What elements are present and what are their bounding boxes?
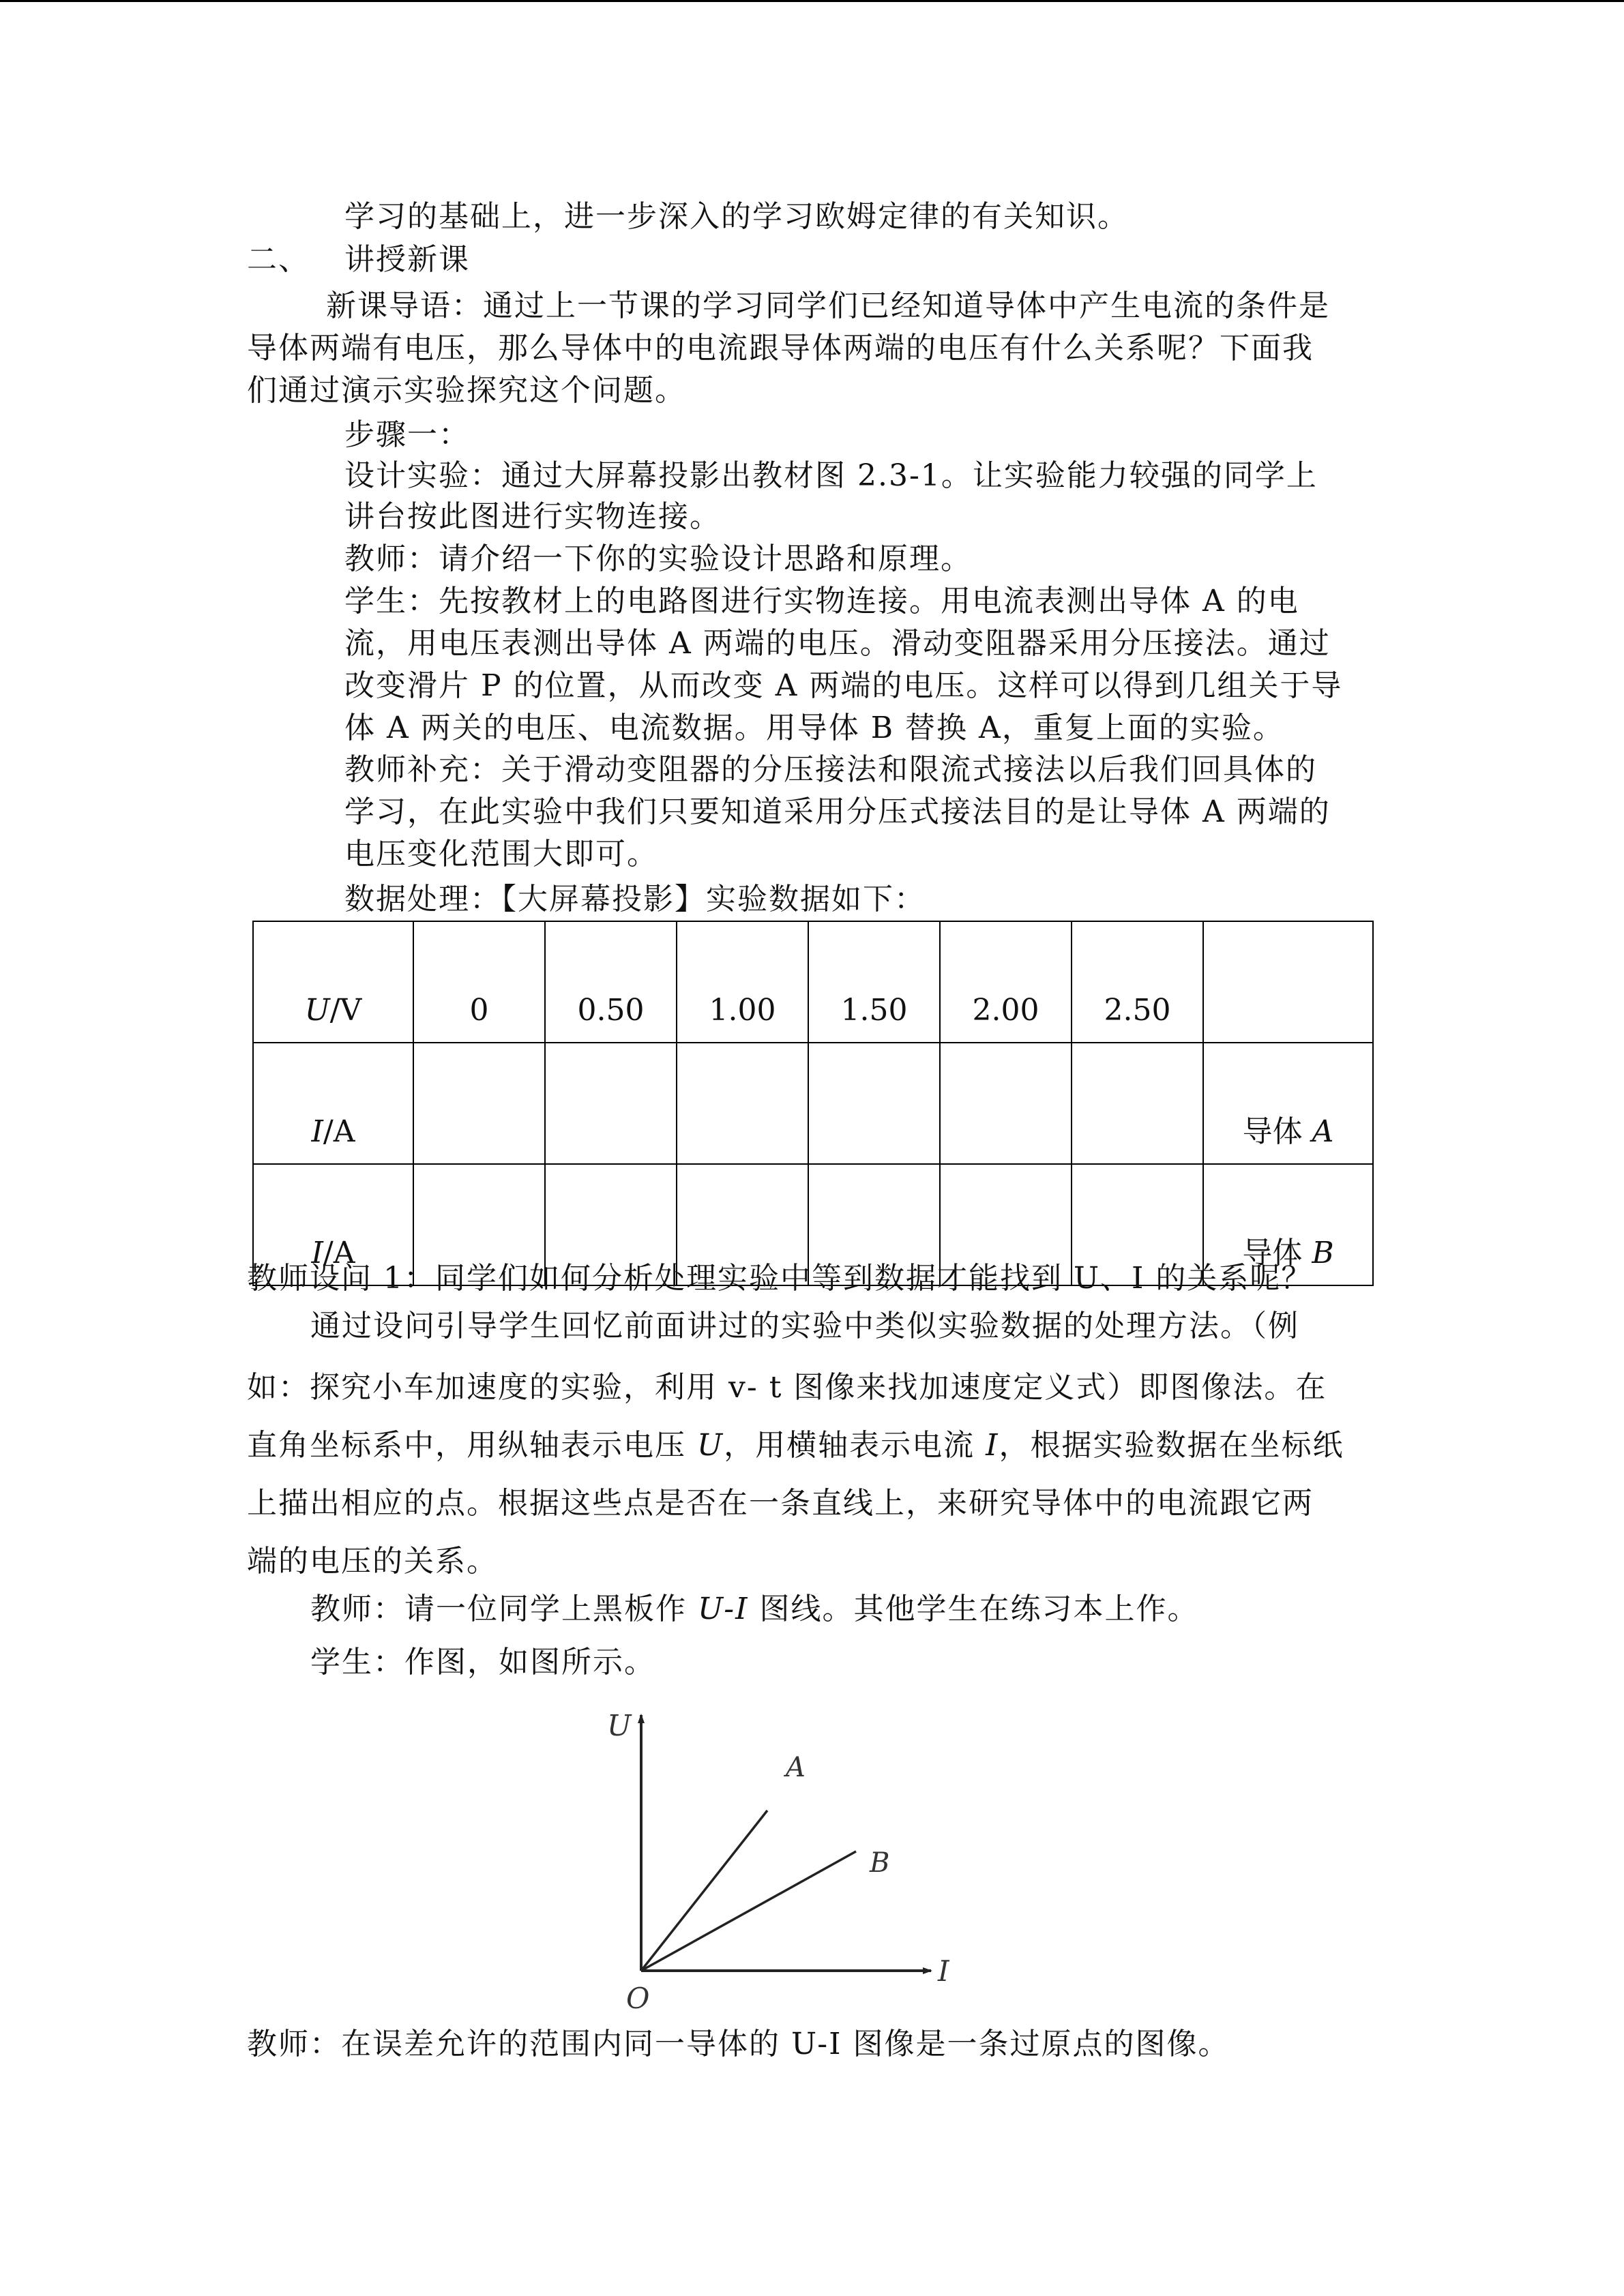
table-row-current-a (253, 1043, 1373, 1164)
text-run: 教师：请一位同学上黑板作 (310, 1592, 698, 1626)
table-cell (1072, 1043, 1203, 1164)
paragraph-intro-end: 学习的基础上，进一步深入的学习欧姆定律的有关知识。 (344, 199, 1129, 234)
y-axis-label: U (607, 1709, 632, 1742)
text-run: ，用横轴表示电流 (724, 1428, 986, 1463)
line-a-label: A (786, 1752, 806, 1783)
symbol-u-i: U-I (698, 1592, 749, 1626)
paragraph-method-3 (247, 1425, 1344, 1466)
table-cell: 0 (413, 921, 545, 1043)
voltage-symbol: U (304, 993, 330, 1028)
table-cell (677, 1043, 808, 1164)
symbol-i: I (986, 1428, 999, 1463)
table-cell (1203, 921, 1373, 1043)
paragraph-lead-in-3: 们通过演示实验探究这个问题。 (247, 373, 686, 408)
current-symbol: I (311, 1236, 323, 1270)
origin-label: O (626, 1982, 650, 2015)
paragraph-teacher-graph (310, 1589, 1199, 1630)
paragraph-lead-in-2: 导体两端有电压，那么导体中的电流跟导体两端的电压有什么关系呢？下面我 (247, 331, 1314, 366)
line-b (641, 1851, 856, 1971)
u-i-graph-figure (593, 1698, 962, 2018)
paragraph-student-1: 学生：先按教材上的电路图进行实物连接。用电流表测出导体 A 的电 (344, 584, 1299, 618)
experiment-data-table (252, 921, 1374, 1286)
paragraph-student-2: 流，用电压表测出导体 A 两端的电压。滑动变阻器采用分压接法。通过 (344, 626, 1331, 661)
section-number: 二、 (247, 242, 310, 277)
paragraph-method-2: 如：探究小车加速度的实验，利用 v- t 图像来找加速度定义式）即图像法。在 (247, 1370, 1327, 1405)
conductor-label-text: 导体 (1242, 1114, 1312, 1149)
paragraph-teacher-note-3: 电压变化范围大即可。 (344, 837, 658, 871)
table-header-current (253, 1043, 413, 1164)
paragraph-method-1: 通过设问引导学生回忆前面讲过的实验中类似实验数据的处理方法。（例 (310, 1309, 1299, 1343)
line-a (641, 1810, 767, 1971)
conductor-label-text: 导体 (1242, 1236, 1312, 1270)
conductor-label-symbol: B (1312, 1236, 1334, 1270)
table-cell: 0.50 (545, 921, 677, 1043)
current-unit: /A (323, 1236, 355, 1270)
step-heading: 步骤一： (344, 417, 470, 452)
paragraph-method-4: 上描出相应的点。根据这些点是否在一条直线上，来研究导体中的电流跟它两 (247, 1486, 1314, 1521)
table-cell: 2.00 (940, 921, 1072, 1043)
paragraph-design-2: 讲台按此图进行实物连接。 (344, 499, 721, 534)
symbol-u: U (697, 1428, 724, 1463)
current-symbol: I (311, 1114, 323, 1149)
paragraph-teacher-note-2: 学习，在此实验中我们只要知道采用分压式接法目的是让导体 A 两端的 (344, 794, 1331, 829)
line-b-label: B (870, 1847, 890, 1879)
table-cell (808, 1043, 940, 1164)
section-heading: 讲授新课 (344, 242, 470, 277)
x-axis-label: I (938, 1954, 949, 1988)
paragraph-teacher-note-1: 教师补充：关于滑动变阻器的分压接法和限流式接法以后我们回具体的 (344, 752, 1317, 787)
page-top-border (0, 0, 1624, 2)
table-cell: 1.00 (677, 921, 808, 1043)
conductor-a-label (1203, 1043, 1373, 1164)
voltage-unit: /V (329, 993, 362, 1028)
paragraph-method-5: 端的电压的关系。 (247, 1544, 498, 1579)
conductor-label-symbol: A (1312, 1114, 1334, 1149)
paragraph-conclusion: 教师：在误差允许的范围内同一导体的 U-I 图像是一条过原点的图像。 (247, 2027, 1230, 2061)
current-unit: /A (323, 1114, 355, 1149)
table-cell: 2.50 (1072, 921, 1203, 1043)
paragraph-student-graph: 学生：作图，如图所示。 (310, 1645, 655, 1680)
text-run: 图线。其他学生在练习本上作。 (748, 1592, 1199, 1626)
table-row-voltage (253, 921, 1373, 1043)
table-cell (413, 1043, 545, 1164)
paragraph-lead-in-1: 新课导语：通过上一节课的学习同学们已经知道导体中产生电流的条件是 (326, 288, 1330, 323)
table-cell (545, 1043, 677, 1164)
paragraph-student-4: 体 A 两关的电压、电流数据。用导体 B 替换 A，重复上面的实验。 (344, 711, 1284, 745)
table-cell (940, 1043, 1072, 1164)
paragraph-design-1: 设计实验：通过大屏幕投影出教材图 2.3-1。让实验能力较强的同学上 (344, 458, 1318, 493)
paragraph-student-3: 改变滑片 P 的位置，从而改变 A 两端的电压。这样可以得到几组关于导 (344, 668, 1343, 703)
paragraph-data-processing: 数据处理：【大屏幕投影】实验数据如下： (344, 882, 926, 916)
table-cell: 1.50 (808, 921, 940, 1043)
paragraph-teacher-question: 教师设问 1：同学们如何分析处理实验中等到数据才能找到 U、I 的关系呢？ (247, 1261, 1313, 1296)
text-run: ，根据实验数据在坐标纸 (999, 1428, 1344, 1463)
paragraph-teacher-ask: 教师：请介绍一下你的实验设计思路和原理。 (344, 541, 972, 576)
table-header-voltage (253, 921, 413, 1043)
text-run: 直角坐标系中，用纵轴表示电压 (247, 1428, 697, 1463)
